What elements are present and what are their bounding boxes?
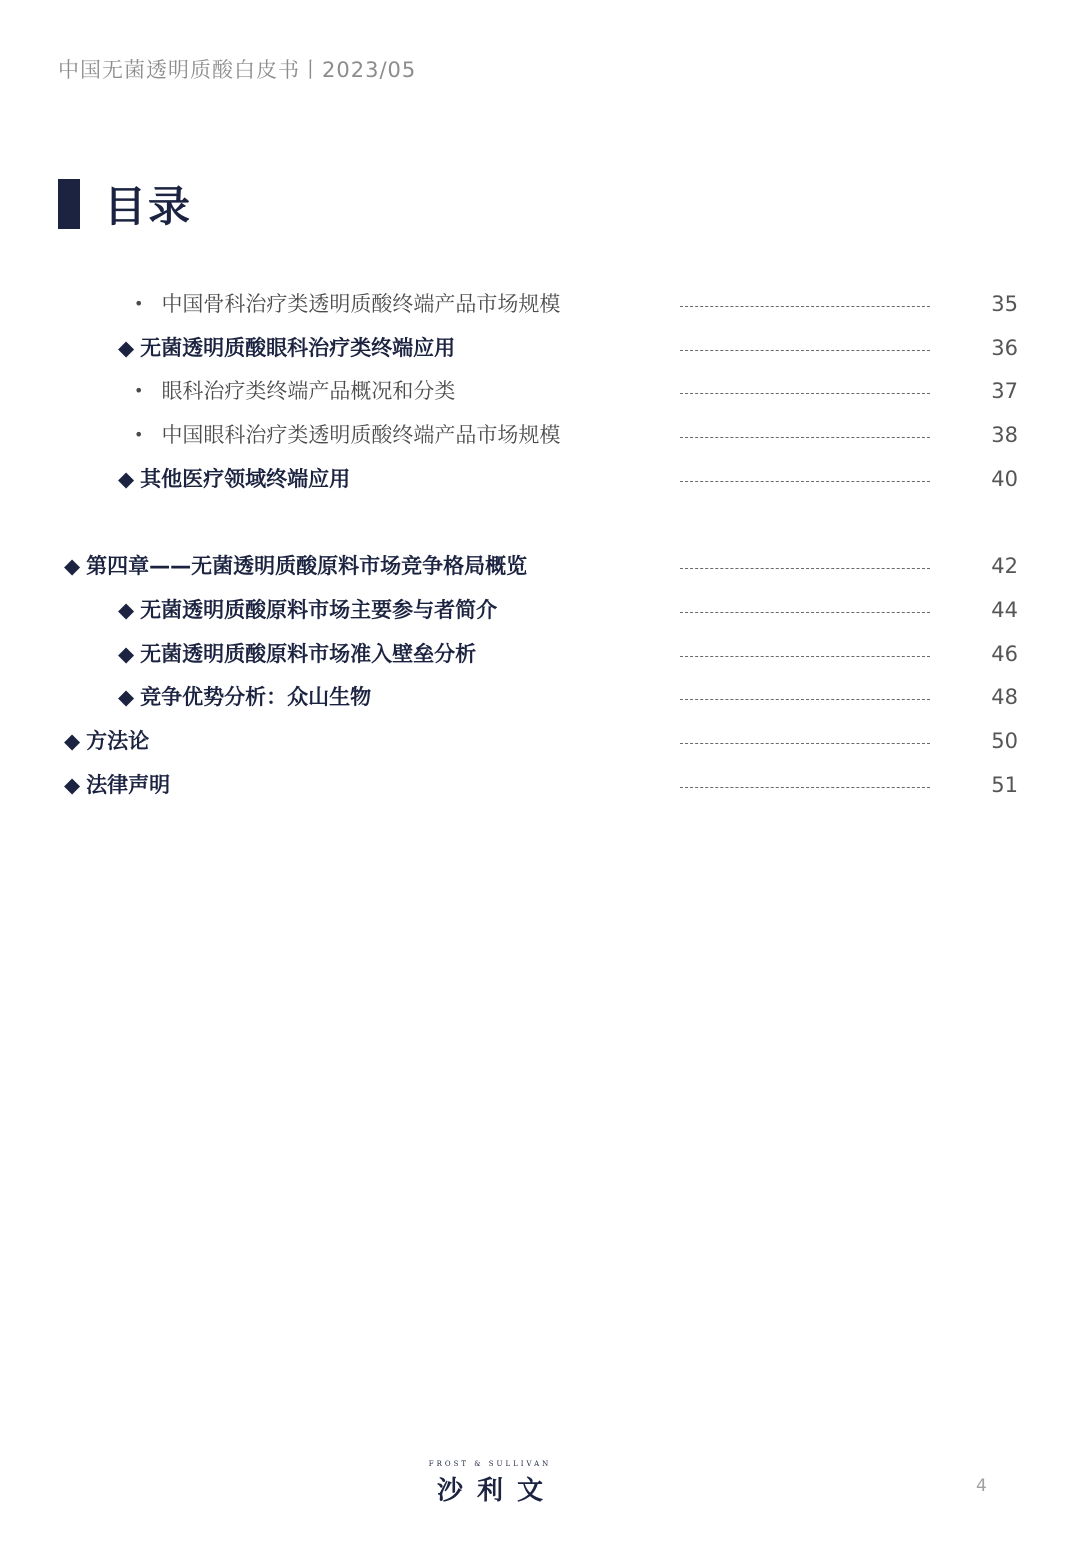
toc-leader-dots [680, 481, 930, 482]
toc-entry-label: 竞争优势分析：众山生物 [140, 685, 372, 709]
toc-entry-label-wrap [134, 371, 455, 413]
toc-page-number: 40 [991, 467, 1018, 491]
toc-entry[interactable] [0, 459, 1080, 499]
toc-entry-label: 无菌透明质酸眼科治疗类终端应用 [140, 336, 456, 360]
toc-entry-label-wrap [118, 459, 350, 499]
toc-entry-label-wrap [64, 546, 527, 586]
diamond-icon: ◆ [118, 336, 135, 360]
diamond-icon: ◆ [118, 642, 135, 666]
toc-leader-dots [680, 350, 930, 351]
toc-page-number: 37 [991, 379, 1018, 403]
toc-page-number: 38 [991, 423, 1018, 447]
toc-leader-dots [680, 612, 930, 613]
toc-entry-label: 法律声明 [86, 773, 171, 797]
toc-entry-label-wrap [118, 590, 497, 630]
toc-entry[interactable] [0, 328, 1080, 368]
toc-entry[interactable] [0, 634, 1080, 674]
diamond-icon: ◆ [118, 467, 135, 491]
toc-entry-label-wrap [118, 677, 371, 717]
document-header: 中国无菌透明质酸白皮书丨2023/05 [58, 58, 417, 82]
toc-heading [58, 178, 192, 230]
toc-entry[interactable] [0, 677, 1080, 717]
toc-leader-dots [680, 437, 930, 438]
toc-entry-label: 中国骨科治疗类透明质酸终端产品市场规模 [161, 292, 561, 316]
toc-entry[interactable] [0, 590, 1080, 630]
diamond-icon: ◆ [64, 554, 81, 578]
toc-title: 目录 [104, 182, 193, 231]
toc-entry[interactable] [0, 546, 1080, 586]
toc-entry-label: 方法论 [86, 729, 150, 753]
toc-page-number: 48 [991, 685, 1018, 709]
toc-entry-label: 其他医疗领域终端应用 [140, 467, 351, 491]
toc-leader-dots [680, 787, 930, 788]
toc-page-number: 35 [991, 292, 1018, 316]
diamond-icon: ◆ [64, 773, 81, 797]
toc-entry-label-wrap [64, 765, 170, 805]
toc-entry-label-wrap [118, 328, 455, 368]
toc-entry-label: 第四章——无菌透明质酸原料市场竞争格局概览 [86, 554, 528, 578]
toc-page-number: 36 [991, 336, 1018, 360]
bullet-icon: • [134, 381, 144, 400]
toc-entry-label: 中国眼科治疗类透明质酸终端产品市场规模 [161, 423, 561, 447]
toc-entry-label: 无菌透明质酸原料市场主要参与者简介 [140, 598, 498, 622]
toc-entry[interactable] [0, 765, 1080, 805]
toc-leader-dots [680, 656, 930, 657]
frost-sullivan-logo [410, 1460, 570, 1507]
toc-entry-label-wrap [64, 721, 149, 761]
page-number: 4 [976, 1476, 987, 1496]
diamond-icon: ◆ [118, 598, 135, 622]
toc-entry-label-wrap [134, 415, 560, 457]
toc-entry[interactable] [0, 371, 1080, 411]
bullet-icon: • [134, 425, 144, 444]
toc-entry-label: 眼科治疗类终端产品概况和分类 [161, 379, 456, 403]
toc-page-number: 42 [991, 554, 1018, 578]
title-accent-bar [58, 179, 80, 229]
bullet-icon: • [134, 294, 144, 313]
toc-entry[interactable] [0, 284, 1080, 324]
toc-page-number: 50 [991, 729, 1018, 753]
toc-entry[interactable] [0, 721, 1080, 761]
toc-page-number: 51 [991, 773, 1018, 797]
toc-entry-label-wrap [118, 634, 476, 674]
toc-leader-dots [680, 306, 930, 307]
toc-entry[interactable] [0, 415, 1080, 455]
toc-page-number: 46 [991, 642, 1018, 666]
toc-page-number: 44 [991, 598, 1018, 622]
logo-english-text: FROST & SULLIVAN [428, 1460, 552, 1468]
diamond-icon: ◆ [64, 729, 81, 753]
toc-leader-dots [680, 743, 930, 744]
toc-leader-dots [680, 393, 930, 394]
diamond-icon: ◆ [118, 685, 135, 709]
toc-leader-dots [680, 699, 930, 700]
toc-leader-dots [680, 568, 930, 569]
toc-entry-label-wrap [134, 284, 560, 326]
logo-chinese-text: 沙利文 [436, 1476, 557, 1506]
toc-entry-label: 无菌透明质酸原料市场准入壁垒分析 [140, 642, 477, 666]
